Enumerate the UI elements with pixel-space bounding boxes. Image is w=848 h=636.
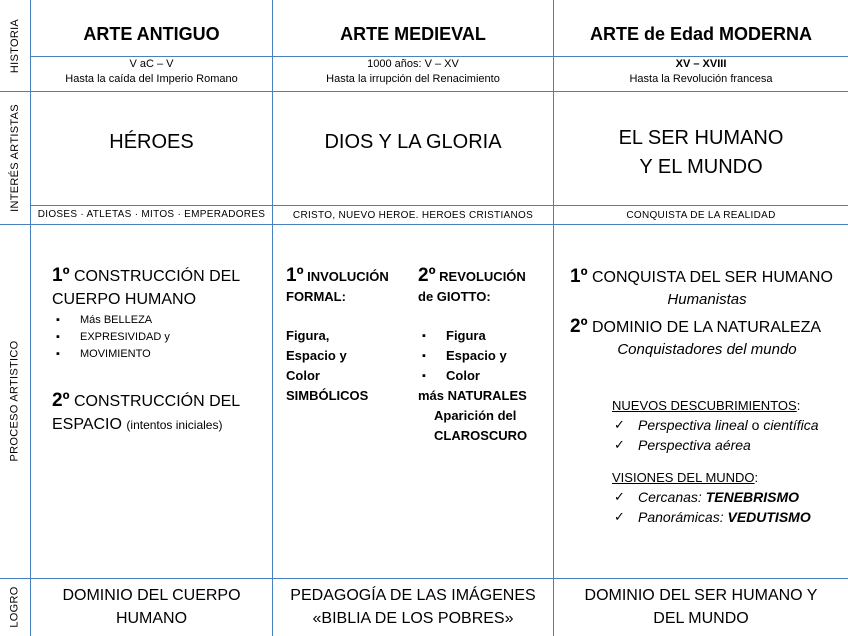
period-note: Hasta la caída del Imperio Romano [65, 73, 238, 85]
step-text: CONSTRUCCIÓN DEL [73, 393, 241, 410]
step-number: 2º [570, 316, 588, 337]
period-date: XV – XVIII [675, 58, 727, 70]
list-item: ▪ Espacio y [418, 346, 548, 366]
period-date: V aC – V [129, 58, 174, 70]
period-dates [554, 57, 848, 87]
interest-main [554, 124, 848, 182]
grid-line [272, 0, 273, 636]
list-item: ✓ Panorámicas: VEDUTISMO [612, 507, 846, 527]
period-note: Hasta la irrupción del Renacimiento [326, 73, 500, 85]
grid-line [553, 0, 554, 636]
grid-line [0, 91, 848, 92]
list-item: Color [286, 368, 320, 383]
grid-line [0, 578, 848, 579]
process-antiguo [52, 264, 267, 437]
achievement [273, 584, 553, 630]
period-note: Hasta la Revolución francesa [629, 73, 773, 85]
period-title: ARTE MEDIEVAL [340, 24, 486, 44]
interest-line: Y EL MUNDO [639, 156, 763, 178]
list-item: Espacio y [286, 348, 347, 363]
step-number: 1º [286, 265, 304, 286]
section-heading: VISIONES DEL MUNDO [612, 470, 755, 485]
step-note: (intentos iniciales) [126, 418, 223, 432]
period-title: ARTE ANTIGUO [83, 24, 220, 44]
list-item: ▪ MOVIMIENTO [52, 346, 267, 363]
list-item: ▪ Más BELLEZA [52, 312, 267, 329]
list-item: Figura, [286, 328, 330, 343]
achievement-line: PEDAGOGÍA DE LAS IMÁGENES [290, 587, 536, 604]
interest-main: DIOS Y LA GLORIA [324, 131, 502, 153]
step-text: Aparición del [434, 408, 517, 423]
side-label-logro: LOGRO [9, 586, 22, 628]
step-text: REVOLUCIÓN [439, 269, 526, 284]
side-label-proceso: PROCESO ARTISTICO [9, 340, 21, 462]
list-item: ▪ Color [418, 366, 548, 386]
interest-sub: DIOSES · ATLETAS · MITOS · EMPERADORES [37, 209, 266, 220]
step-number: 1º [52, 265, 70, 286]
step-number: 2º [418, 265, 436, 286]
list-item: ✓ Cercanas: TENEBRISMO [612, 487, 846, 507]
section-heading: NUEVOS DESCUBRIMIENTOS [612, 398, 797, 413]
interest-main: HÉROES [109, 131, 194, 153]
nuevos-descubrimientos: NUEVOS DESCUBRIMIENTOS: ✓ Perspectiva lineal o científica ✓ Perspectiva aérea VISIONES DEL MUNDO: ✓ Cercanas: TENEBRISMO ✓ Panorámicas: VEDUTISMO [612, 397, 846, 527]
achievement-line: DEL MUNDO [653, 610, 749, 627]
step-subtitle: Humanistas [667, 291, 747, 308]
step-text: CUERPO HUMANO [52, 291, 197, 308]
interest-line: EL SER HUMANO [618, 127, 784, 149]
step-number: 2º [52, 390, 70, 411]
interest-sub: CRISTO, NUEVO HEROE. HEROES CRISTIANOS [292, 210, 534, 221]
step-text: DOMINIO DE LA NATURALEZA [591, 319, 822, 336]
step-text: más NATURALES [418, 388, 527, 403]
step-text: FORMAL: [286, 289, 346, 304]
achievement-line: DOMINIO DEL SER HUMANO Y [584, 587, 818, 604]
step-text: de GIOTTO: [418, 289, 491, 304]
list-item: SIMBÓLICOS [286, 388, 369, 403]
period-dates [273, 57, 553, 87]
check-list [612, 415, 846, 455]
bullet-list [52, 312, 267, 363]
achievement-line: DOMINIO DEL CUERPO [62, 587, 241, 604]
step-subtitle: Conquistadores del mundo [617, 341, 797, 358]
interest-sub: CONQUISTA DE LA REALIDAD [626, 210, 776, 221]
list-item: ✓ Perspectiva lineal o científica [612, 415, 846, 435]
grid-line [0, 224, 848, 225]
step-text: CONSTRUCCIÓN DEL [73, 268, 241, 285]
step-text: ESPACIO [52, 416, 122, 433]
period-dates [31, 57, 272, 87]
period-title: ARTE de Edad MODERNA [589, 24, 812, 44]
achievement [31, 584, 272, 630]
bullet-list [418, 326, 548, 386]
list-item: ✓ Perspectiva aérea [612, 435, 846, 455]
achievement-line: «BIBLIA DE LOS POBRES» [312, 610, 514, 627]
list-item: ▪ EXPRESIVIDAD y [52, 329, 267, 346]
grid-line [30, 0, 31, 636]
step-text: INVOLUCIÓN [307, 269, 389, 284]
list-item: ▪ Figura [418, 326, 548, 346]
period-date: 1000 años: V – XV [367, 58, 459, 70]
process-moderno [570, 265, 844, 361]
step-text: CONQUISTA DEL SER HUMANO [591, 269, 833, 286]
achievement [554, 584, 848, 630]
grid-line [31, 205, 848, 206]
side-label-historia: HISTORIA [9, 18, 21, 73]
process-medieval-involucion [286, 266, 414, 406]
check-list [612, 487, 846, 527]
step-number: 1º [570, 266, 588, 287]
side-label-interes: INTERÉS ARTISTAS [9, 103, 22, 212]
achievement-line: HUMANO [115, 610, 188, 627]
process-medieval-giotto [418, 266, 548, 446]
step-text: CLAROSCURO [434, 428, 528, 443]
